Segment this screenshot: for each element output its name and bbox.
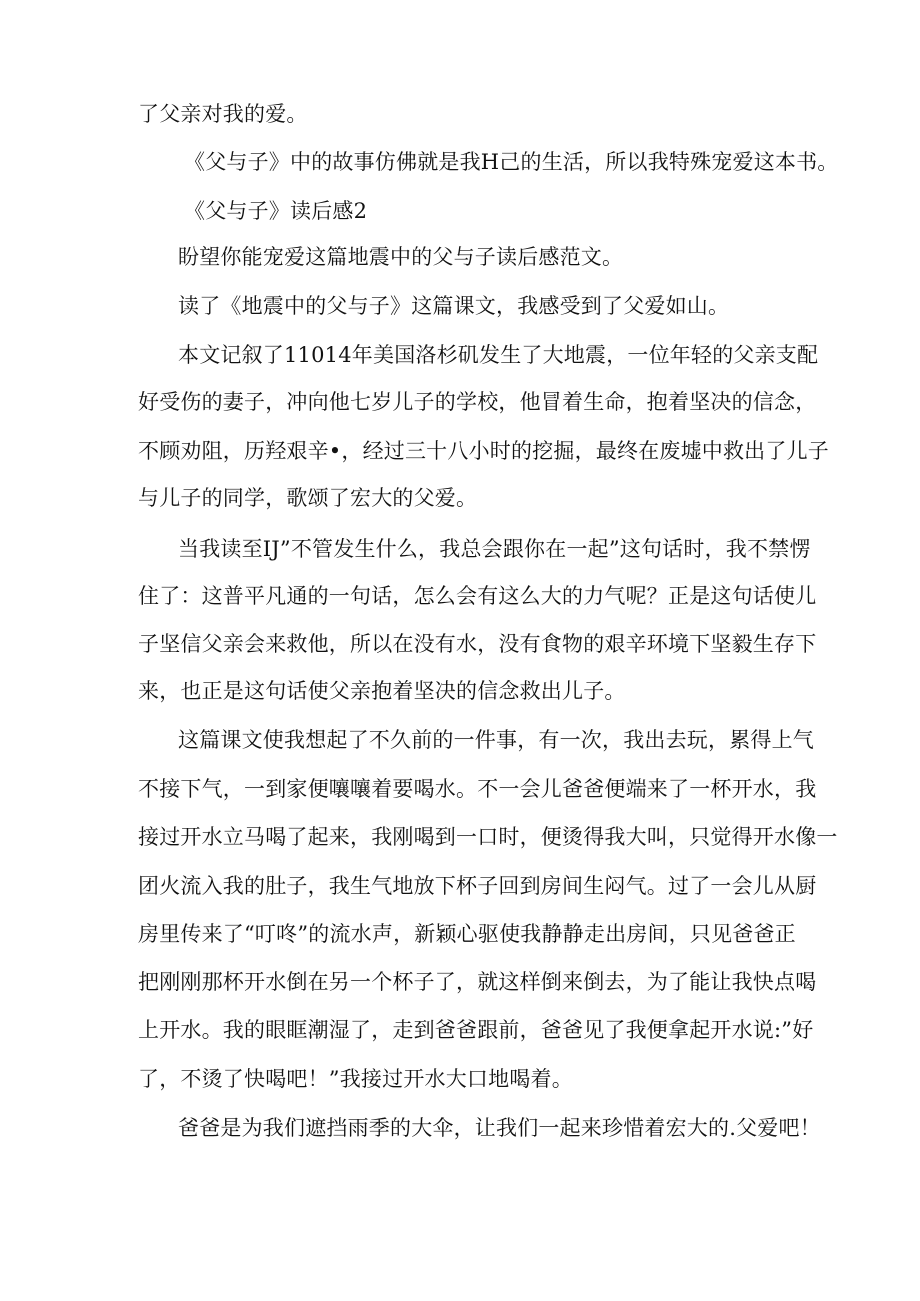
text-line: 了，不烫了快喝吧！”我接过开水大口地喝着。 xyxy=(138,1067,573,1091)
text-line: 房里传来了“叮咚”的流水声，新颖心驱使我静静走出房间，只见爸爸正 xyxy=(138,922,796,946)
text-line: 子坚信父亲会来救他，所以在没有水，没有食物的艰辛环境下坚毅生存下 xyxy=(138,632,817,656)
text-line: 本文记叙了11014年美国洛杉矶发生了大地震，一位年轻的父亲支配 xyxy=(178,343,819,367)
text-line: 当我读至IJ”不管发生什么，我总会跟你在一起”这句话时，我不禁愣 xyxy=(178,537,811,561)
text-line: 好受伤的妻子，冲向他七岁儿子的学校，他冒着生命，抱着坚决的信念， xyxy=(138,390,817,414)
text-line: 这篇课文使我想起了不久前的一件事，有一次，我出去玩，累得上气 xyxy=(178,728,814,752)
text-line: 不接下气，一到家便嚷嚷着要喝水。不一会儿爸爸便端来了一杯开水，我 xyxy=(138,777,817,801)
text-line: 读了《地震中的父与子》这篇课文，我感受到了父爱如山。 xyxy=(178,294,730,318)
text-line: 上开水。我的眼眶潮湿了，走到爸爸跟前，爸爸见了我便拿起开水说:”好 xyxy=(138,1018,814,1042)
text-line: 爸爸是为我们遮挡雨季的大伞，让我们一起来珍惜着宏大的.父爱吧！ xyxy=(178,1116,821,1140)
text-line: 《父与子》中的故事仿佛就是我H己的生活，所以我特殊宠爱这本书。 xyxy=(184,150,839,174)
text-line: 接过开水立马喝了起来，我刚喝到一口时，便烫得我大叫，只觉得开水像一 xyxy=(138,825,838,849)
text-line: 不顾劝阻，历羟艰辛•，经过三十八小时的挖掘，最终在废墟中救出了儿子 xyxy=(138,439,829,463)
section-heading: 《父与子》读后感2 xyxy=(184,199,368,223)
text-line: 与儿子的同学，歌颂了宏大的父爱。 xyxy=(138,486,478,510)
text-line: 团火流入我的肚子，我生气地放下杯子回到房间生闷气。过了一会儿从厨 xyxy=(138,874,817,898)
text-line: 住了：这普平凡通的一句话，怎么会有这么大的力气呢？正是这句话使儿 xyxy=(138,584,817,608)
text-line: 了父亲对我的爱。 xyxy=(138,102,308,126)
text-line: 盼望你能宠爱这篇地震中的父与子读后感范文。 xyxy=(178,245,624,269)
text-line: 来，也正是这句话使父亲抱着坚决的信念救出儿子。 xyxy=(138,679,626,703)
text-line: 把刚刚那杯开水倒在另一个杯子了，就这样倒来倒去，为了能让我快点喝 xyxy=(138,970,817,994)
